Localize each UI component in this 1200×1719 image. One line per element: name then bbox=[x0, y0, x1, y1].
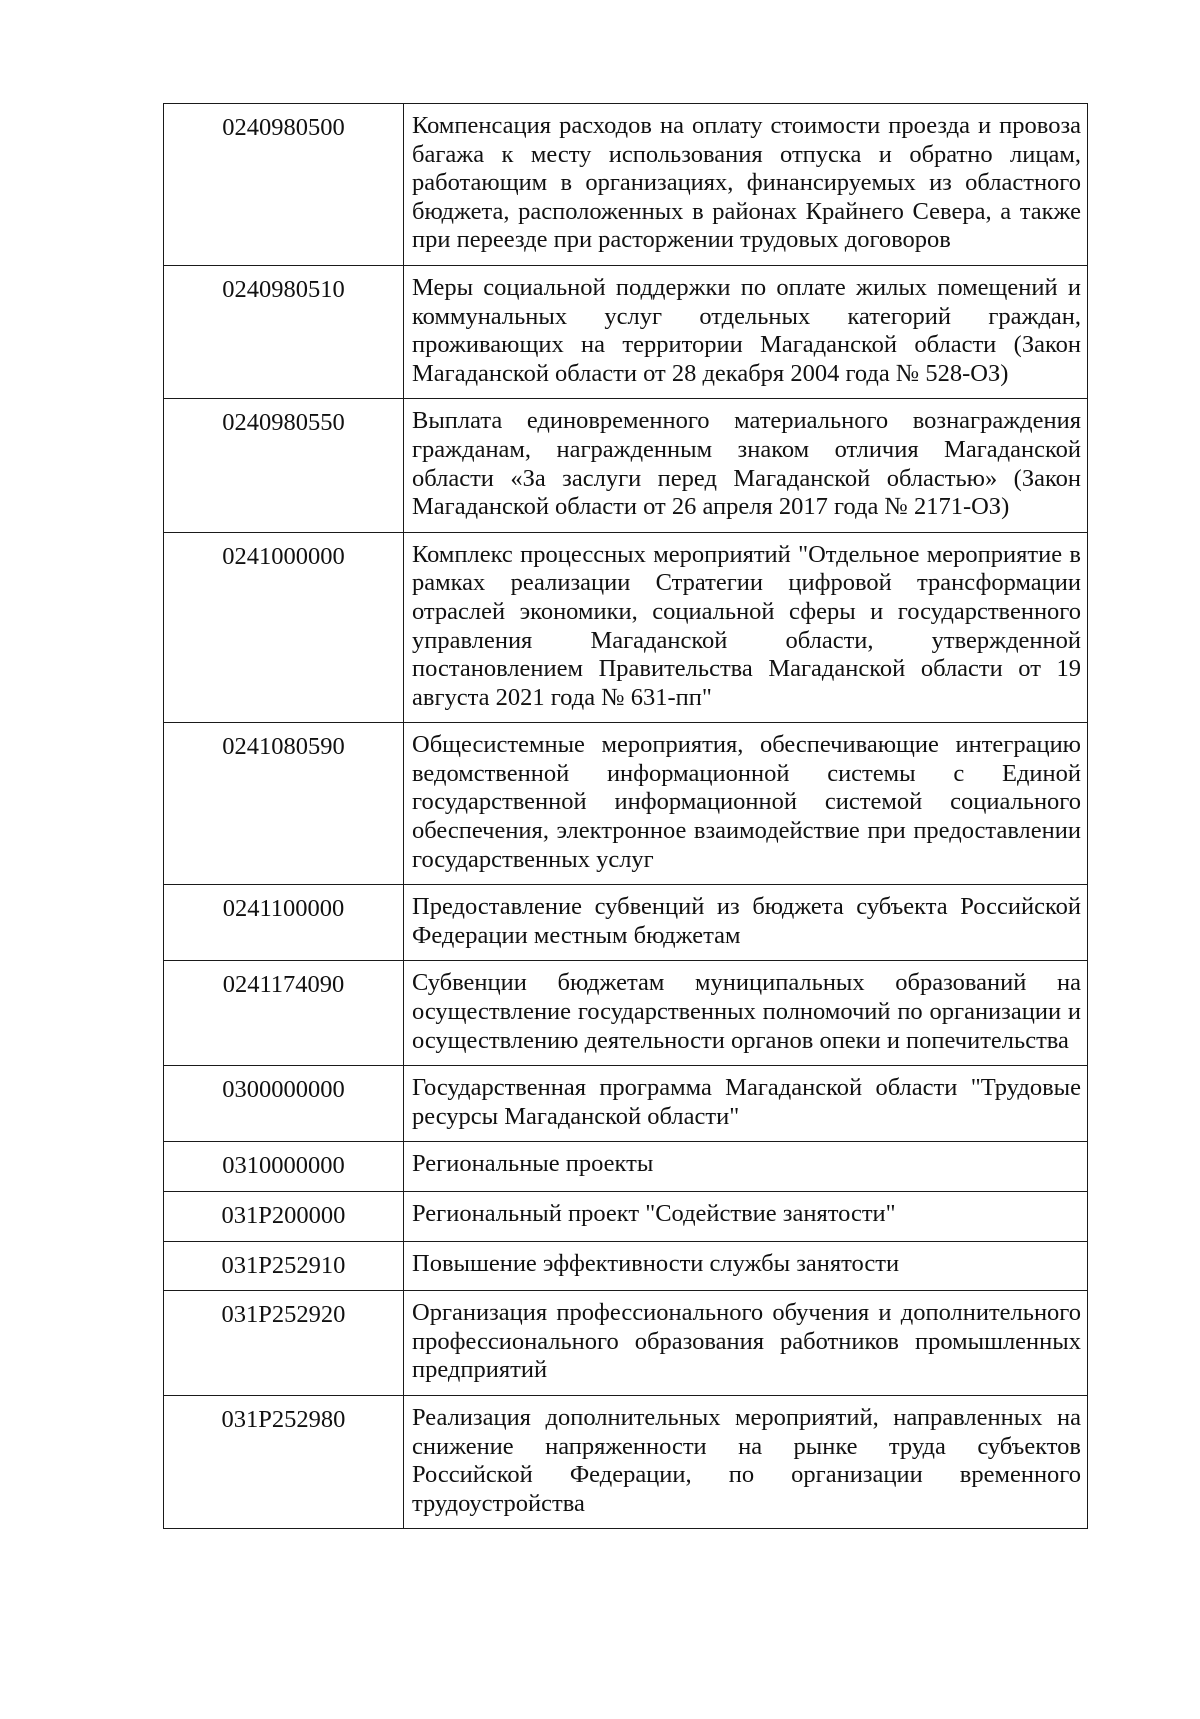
row-description: Региональный проект "Содействие занятости" bbox=[404, 1192, 1088, 1242]
row-code: 0240980550 bbox=[164, 399, 404, 532]
table-row bbox=[164, 104, 1088, 266]
row-code: 0241100000 bbox=[164, 885, 404, 961]
row-code: 0241174090 bbox=[164, 961, 404, 1066]
row-code: 031P252980 bbox=[164, 1395, 404, 1528]
row-code: 031P200000 bbox=[164, 1192, 404, 1242]
table-row bbox=[164, 1066, 1088, 1142]
table-row bbox=[164, 885, 1088, 961]
table-row bbox=[164, 1395, 1088, 1528]
table-row bbox=[164, 399, 1088, 532]
row-code: 0241080590 bbox=[164, 723, 404, 885]
row-code: 031P252910 bbox=[164, 1241, 404, 1291]
table-row bbox=[164, 532, 1088, 723]
row-description: Повышение эффективности службы занятости bbox=[404, 1241, 1088, 1291]
table-row bbox=[164, 265, 1088, 398]
row-description: Субвенции бюджетам муниципальных образований на осуществление государственных полномочий по организации и осуществлению деятельности органов опеки и попечительства bbox=[404, 961, 1088, 1066]
row-description: Меры социальной поддержки по оплате жилых помещений и коммунальных услуг отдельных категорий граждан, проживающих на территории Магаданской области (Закон Магаданской области от 28 декабря 2004 года № 528-ОЗ) bbox=[404, 265, 1088, 398]
row-description: Государственная программа Магаданской области "Трудовые ресурсы Магаданской области" bbox=[404, 1066, 1088, 1142]
row-description: Общесистемные мероприятия, обеспечивающие интеграцию ведомственной информационной системы с Единой государственной информационной системой социального обеспечения, электронное взаимодействие при предоставлении государственных услуг bbox=[404, 723, 1088, 885]
row-description: Организация профессионального обучения и дополнительного профессионального образования работников промышленных предприятий bbox=[404, 1291, 1088, 1396]
row-description: Выплата единовременного материального вознаграждения гражданам, награжденным знаком отличия Магаданской области «За заслуги перед Магаданской областью» (Закон Магаданской области от 26 апреля 2017 года № 2171-ОЗ) bbox=[404, 399, 1088, 532]
table-row bbox=[164, 961, 1088, 1066]
budget-code-table bbox=[163, 103, 1088, 1529]
row-code: 0240980500 bbox=[164, 104, 404, 266]
row-code: 0241000000 bbox=[164, 532, 404, 723]
table-row bbox=[164, 1192, 1088, 1242]
row-code: 0240980510 bbox=[164, 265, 404, 398]
table-row bbox=[164, 1291, 1088, 1396]
row-code: 031P252920 bbox=[164, 1291, 404, 1396]
row-description: Предоставление субвенций из бюджета субъекта Российской Федерации местным бюджетам bbox=[404, 885, 1088, 961]
row-description: Региональные проекты bbox=[404, 1142, 1088, 1192]
row-code: 0300000000 bbox=[164, 1066, 404, 1142]
row-description: Комплекс процессных мероприятий "Отдельное мероприятие в рамках реализации Стратегии цифровой трансформации отраслей экономики, социальной сферы и государственного управления Магаданской области, утвержденной постановлением Правительства Магаданской области от 19 августа 2021 года № 631-пп" bbox=[404, 532, 1088, 723]
row-code: 0310000000 bbox=[164, 1142, 404, 1192]
row-description: Компенсация расходов на оплату стоимости проезда и провоза багажа к месту использования отпуска и обратно лицам, работающим в организациях, финансируемых из областного бюджета, расположенных в районах Крайнего Севера, а также при переезде при расторжении трудовых договоров bbox=[404, 104, 1088, 266]
table-row bbox=[164, 1142, 1088, 1192]
row-description: Реализация дополнительных мероприятий, направленных на снижение напряженности на рынке труда субъектов Российской Федерации, по организации временного трудоустройства bbox=[404, 1395, 1088, 1528]
table-body bbox=[164, 104, 1088, 1529]
table-row bbox=[164, 1241, 1088, 1291]
table-row bbox=[164, 723, 1088, 885]
